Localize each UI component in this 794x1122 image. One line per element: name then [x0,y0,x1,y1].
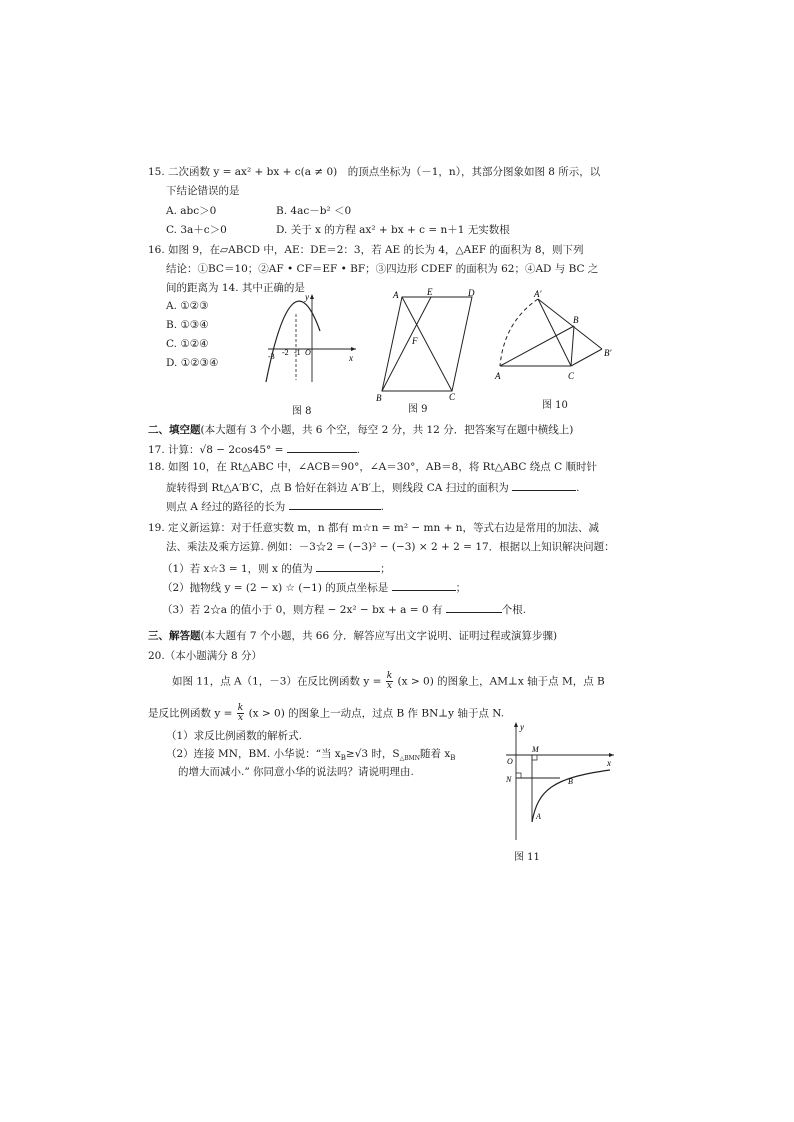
q20-line1 [172,672,605,691]
section-3-title: 三、解答题 [148,630,201,642]
q18-path-blank[interactable] [289,499,381,510]
fig8-x-label: x [349,353,353,363]
q16-option-d: D. ①②③④ [166,357,219,369]
q19-line1: 19. 定义新运算：对于任意实数 m，n 都有 m☆n = m² − mn + n，等式右边是常用的加法、减 [148,522,599,534]
q19-part2-end: ； [455,582,467,594]
q17-line [148,442,360,457]
q20-part3: 的增大而减小.” 你同意小华的说法吗？请说明理由. [178,766,414,778]
section-2-desc: (本大题有 3 个小题，共 6 个空，每空 2 分，共 12 分．把答案写在题中横线上) [200,424,574,436]
q15-line1: 15. 二次函数 y = ax² + bx + c(a ≠ 0) 的顶点坐标为（－1，n），其部分图象如图 8 所示，以 [148,166,601,178]
q18-line1: 18. 如图 10，在 Rt△ABC 中，∠ACB＝90°，∠A＝30°，AB＝8，将 Rt△ABC 绕点 C 顺时针 [148,461,597,473]
q16-option-b: B. ①③④ [166,319,209,331]
q18-line2-text: 旋转得到 Rt△A′B′C，点 B 恰好在斜边 A′B′上，则线段 CA 扫过的面积为 [166,482,509,494]
q20-part2-text-c: ≥√3 时，S [345,748,400,760]
q15-option-d: D. 关于 x 的方程 ax² + bx + c = n＋1 无实数根 [276,224,510,236]
section-2-header [148,424,573,437]
fig8-tick-minus2: -2 [282,348,289,357]
q18-area-blank[interactable] [512,480,576,491]
q20-fraction-1 [386,672,393,691]
fig11-label-b: B [568,777,573,786]
q15-option-b: B. 4ac－b² ＜0 [276,205,352,217]
q20-part2-text-e: 随着 x [420,748,451,760]
q19-part3 [162,602,526,617]
fig11-y-label: y [520,722,524,732]
fig11-x-label: x [607,758,611,768]
q18-line3-text: 则点 A 经过的路径的长为 [166,501,286,513]
q17-end: . [356,444,361,456]
q19-line2: 法、乘法及乘方运算. 例如：－3☆2 = (−3)² − (−3) × 2 + 2 = 17．根据以上知识解决问题： [166,541,615,553]
q20-line2-text-a: 是反比例函数 y = [148,707,233,720]
q20-fraction-2 [237,704,244,723]
q19-part1-end: ； [380,563,391,575]
fig8-origin: O [305,348,311,357]
q16-option-c: C. ①②④ [166,338,209,350]
q18-line2 [166,480,579,495]
q19-part2-text: （2）抛物线 y = (2 − x) ☆ (−1) 的顶点坐标是 [162,582,389,594]
fig10-label-c: C [568,371,575,381]
fig11-label-a: A [536,812,541,821]
q20-part2-sub-b1: B [340,754,346,763]
fig11-label-o: O [507,757,513,766]
fig9-label-d: D [468,288,475,298]
fig9-label-a: A [393,290,399,300]
q19-part2 [162,580,466,595]
q20-line2 [148,704,504,723]
fig10-label-b: B [573,315,579,325]
q17-text: 17. 计算：√8 − 2cos45° = [148,444,284,456]
fig8-y-label: y [305,292,309,302]
fig11-label-m: M [532,745,539,754]
q20-part2-sub-b2: B [450,754,456,763]
fig9-label-c: C [449,392,456,402]
q18-line2-end: . [576,482,580,494]
q20-line1-text-b: (x > 0) 的图象上，AM⊥x 轴于点 M，点 B [397,675,605,688]
q16-option-a: A. ①②③ [166,300,209,312]
q16-line3: 间的距离为 14. 其中正确的是 [166,282,305,294]
q19-part1-blank[interactable] [316,561,380,572]
q20-frac2-num: k [237,703,244,713]
figure-11 [500,718,618,842]
fig8-tick-minus3: -3 [268,352,275,361]
q20-part2-sub-bmn: △BMN [399,755,421,763]
q20-line2-text-b: (x > 0) 的图象上一动点，过点 B 作 BN⊥y 轴于点 N. [248,707,505,720]
q20-part1: （1）求反比例函数的解析式. [166,730,303,742]
q20-part2-text-a: （2）连接 MN，BM. 小华说：“当 x [166,748,341,760]
fig10-caption: 图 10 [542,400,568,411]
q20-frac2-den: x [237,713,244,723]
q16-line2: 结论：①BC＝10；②AF • CF＝EF • BF；③四边形 CDEF 的面积为 62；④AD 与 BC 之 [166,263,599,275]
q19-part3-blank[interactable] [446,602,502,613]
q19-part3-end: 个根. [501,604,527,616]
section-2-title: 二、填空题 [148,424,201,436]
q17-answer-blank[interactable] [287,442,357,453]
fig11-caption: 图 11 [514,852,540,863]
figure-10 [490,286,622,388]
q19-part1 [162,561,391,576]
q20-frac1-den: x [386,681,392,691]
q15-option-a: A. abc＞0 [166,205,217,217]
q20-frac1-num: k [386,671,393,681]
fig9-label-e: E [427,287,433,297]
fig11-label-n: N [506,775,512,784]
fig9-label-b: B [376,393,382,403]
figure-8 [256,288,360,384]
section-3-header [148,630,557,643]
fig10-label-a-prime: A′ [534,289,542,299]
fig8-caption: 图 8 [292,406,312,417]
q20-header: 20.（本小题满分 8 分） [148,650,263,662]
section-3-desc: (本大题有 7 个小题，共 66 分．解答应写出文字说明、证明过程或演算步骤) [200,630,558,642]
fig9-caption: 图 9 [408,404,428,415]
fig8-tick-minus1: -1 [294,348,301,357]
q16-line1: 16. 如图 9，在▱ABCD 中，AE：DE＝2：3，若 AE 的长为 4，△AEF 的面积为 8，则下列 [148,244,584,256]
q19-part3-text: （3）若 2☆a 的值小于 0，则方程 − 2x² − bx + a = 0 有 [162,604,443,616]
q18-line3 [166,499,384,514]
figure-9 [372,284,490,406]
q18-line3-end: . [380,501,384,513]
fig10-label-b-prime: B′ [604,348,612,358]
fig10-label-a: A [495,371,501,381]
q20-part2 [166,748,455,765]
q20-line1-text-a: 如图 11，点 A（1，－3）在反比例函数 y = [172,675,382,688]
q19-part2-blank[interactable] [392,580,456,591]
q19-part1-text: （1）若 x☆3 = 1，则 x 的值为 [162,563,313,575]
fig9-label-f: F [412,336,418,346]
q15-line2: 下结论错误的是 [166,185,240,197]
q15-option-c: C. 3a＋c＞0 [166,224,227,236]
